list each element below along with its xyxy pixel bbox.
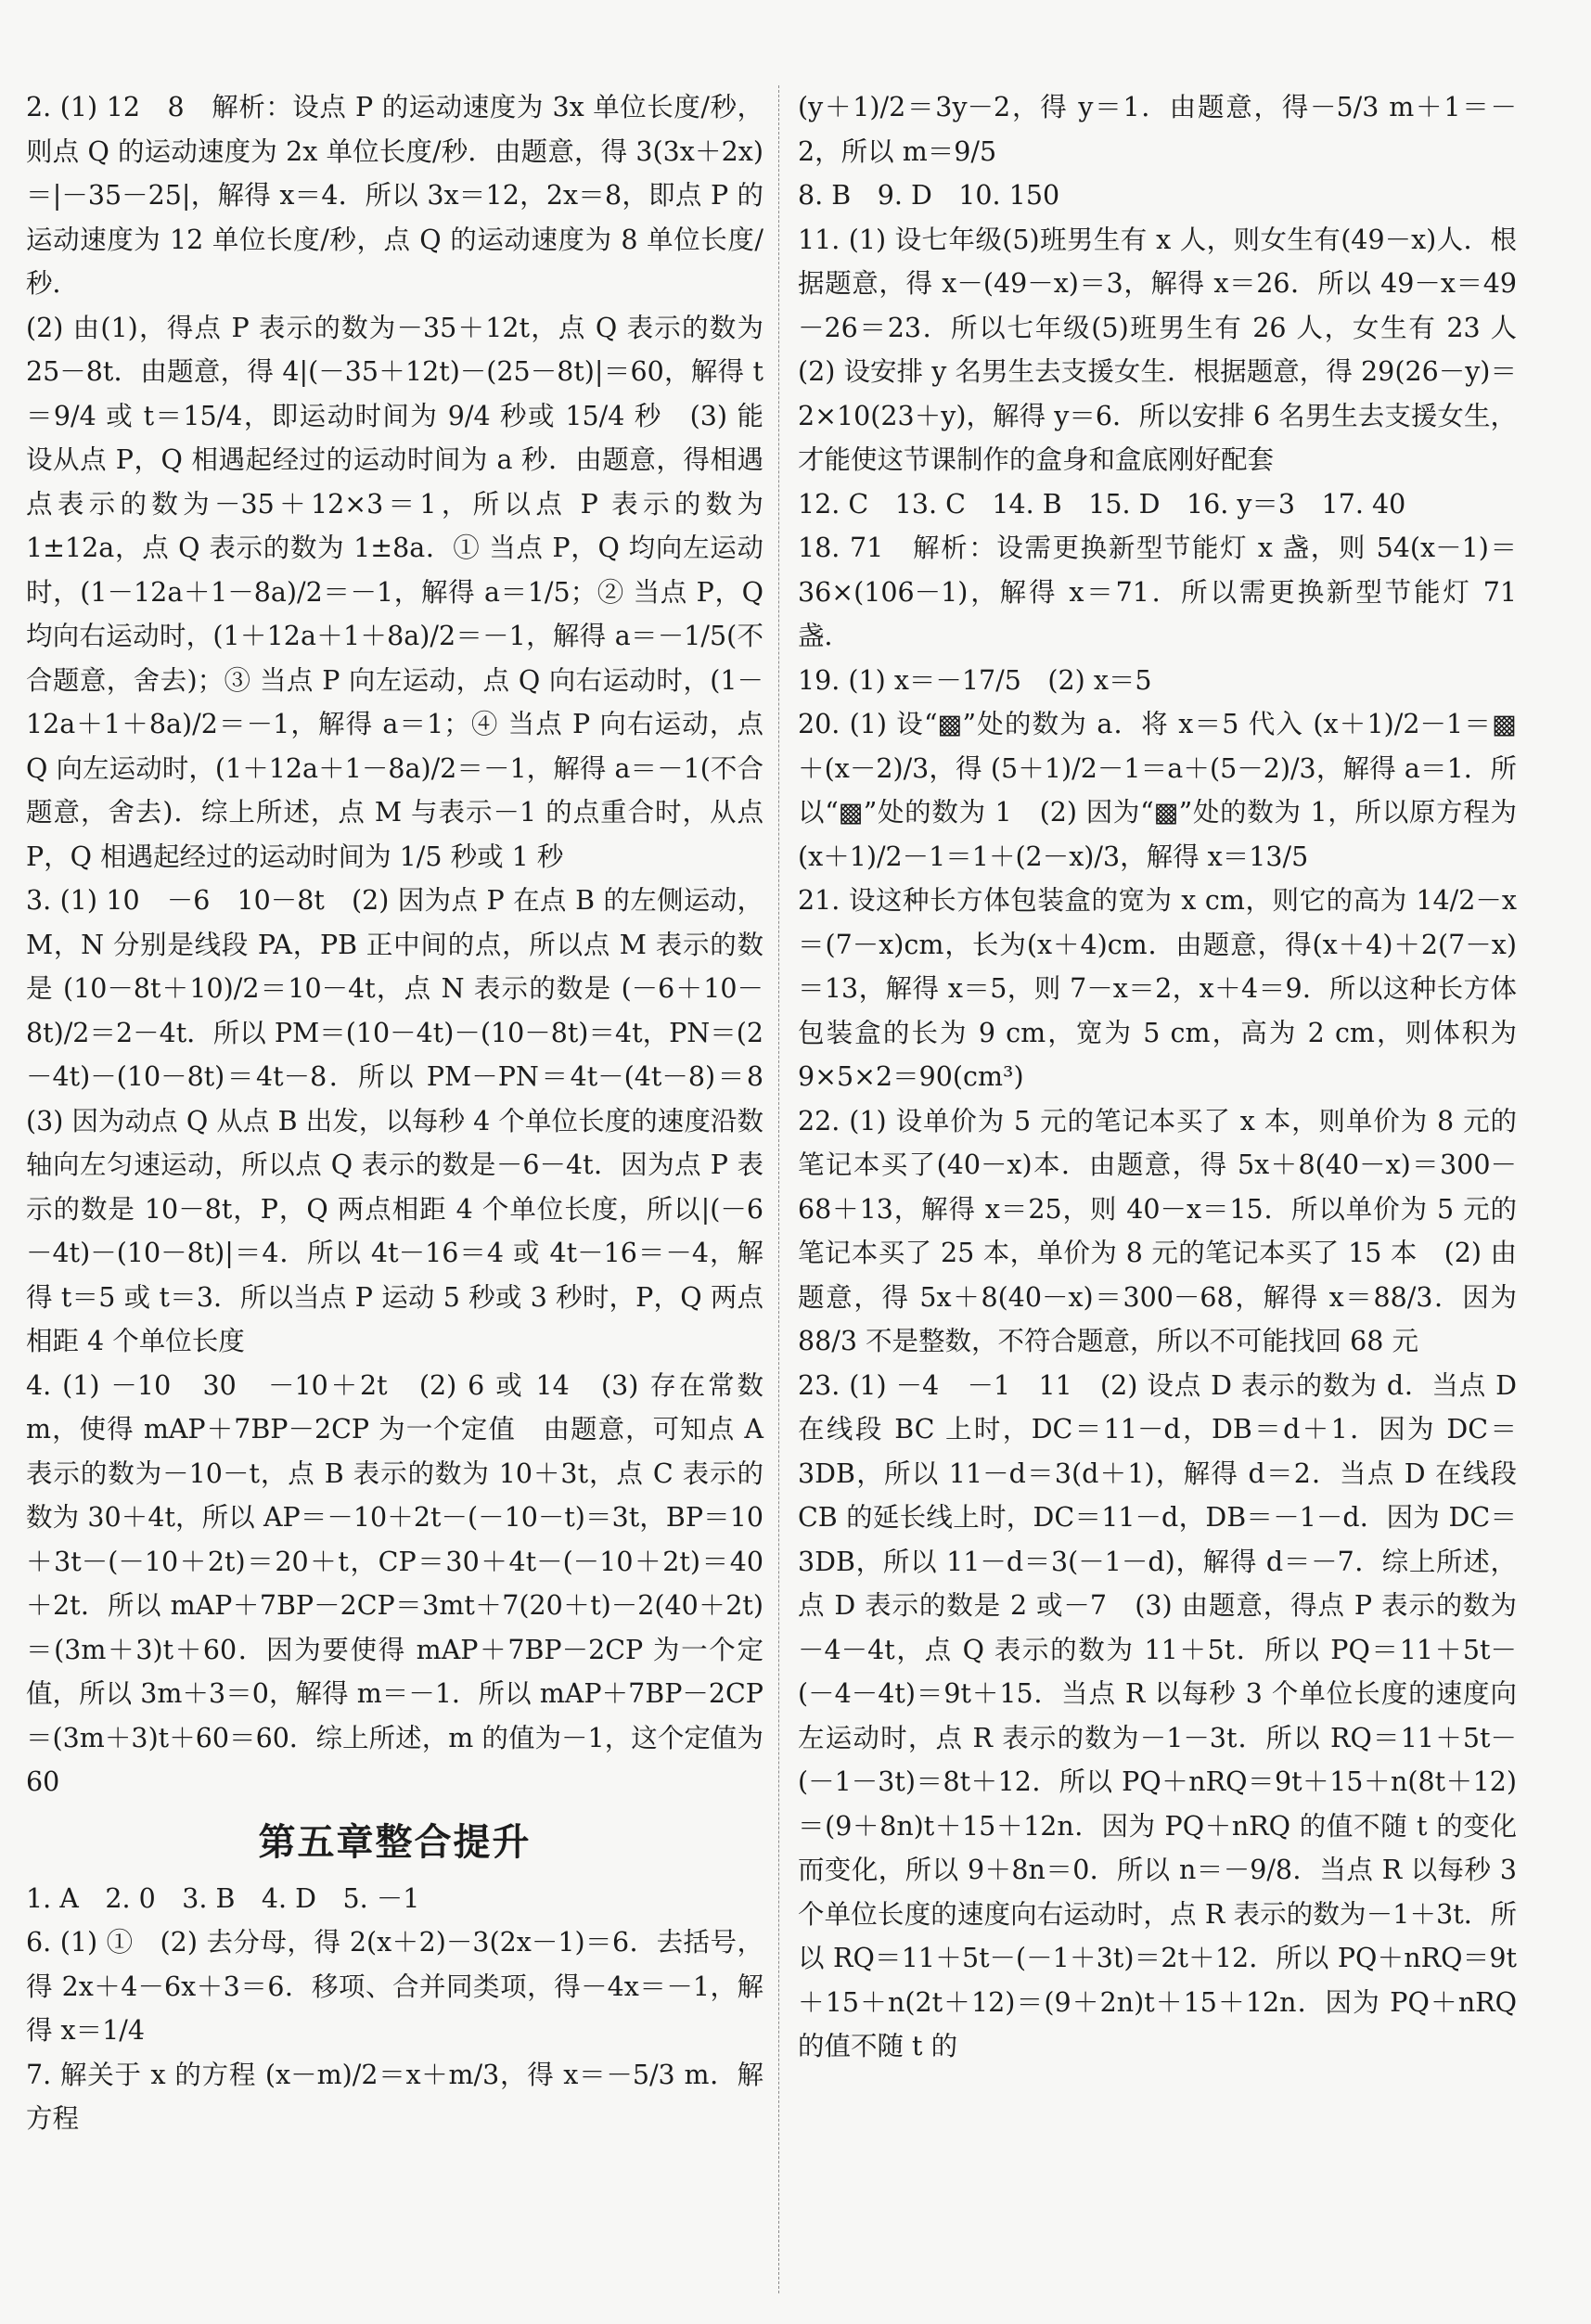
answer-item-4: 4. (1) －10 30 －10＋2t (2) 6 或 14 (3) 存在常数 m，使得 mAP＋7BP－2CP 为一个定值 由题意，可知点 A 表示的数为－10－t，点 B 表示的数为 10＋3t，点 C 表示的数为 30＋4t，所以 AP＝－10＋2t－(－10－t)＝3t，BP＝10＋3t－(－10＋2t)＝20＋t，CP＝30＋4t－(－10＋2t)＝40＋2t．所以 mAP＋7BP－2CP＝3mt＋7(20＋t)－2(40＋2t)＝(3m＋3)t＋60．因为要使得 mAP＋7BP－2CP 为一个定值，所以 3m＋3＝0，解得 m＝－1．所以 mAP＋7BP－2CP＝(3m＋3)t＋60＝60．综上所述，m 的值为－1，这个定值为 60 — [26, 1369, 763, 1797]
column-divider — [778, 85, 779, 2293]
answer-item-2-part2: (2) 由(1)，得点 P 表示的数为－35＋12t，点 Q 表示的数为 25－8t．由题意，得 4|(－35＋12t)－(25－8t)|＝60，解得 t＝9/4 或 t＝15/4，即运动时间为 9/4 秒或 15/4 秒 (3) 能 设从点 P，Q 相遇起经过的运动时间为 a 秒．由题意，得相遇点表示的数为－35＋12×3＝1，所以点 P 表示的数为 1±12a，点 Q 表示的数为 1±8a．① 当点 P，Q 均向左运动时，(1－12a＋1－8a)/2＝－1，解得 a＝1/5；② 当点 P，Q 均向右运动时，(1＋12a＋1＋8a)/2＝－1，解得 a＝－1/5(不合题意，舍去)；③ 当点 P 向左运动，点 Q 向右运动时，(1－12a＋1＋8a)/2＝－1，解得 a＝1；④ 当点 P 向右运动，点 Q 向左运动时，(1＋12a＋1－8a)/2＝－1，解得 a＝－1(不合题意，舍去)．综上所述，点 M 与表示－1 的点重合时，从点 P，Q 相遇起经过的运动时间为 1/5 秒或 1 秒 — [26, 312, 790, 872]
answer-item-2: 2. (1) 12 8 解析：设点 P 的运动速度为 3x 单位长度/秒，则点 Q 的运动速度为 2x 单位长度/秒．由题意，得 3(3x＋2x)＝|－35－25|，解得 x＝4．所以 3x＝12，2x＝8，即点 P 的运动速度为 12 单位长度/秒，点 Q 的运动速度为 8 单位长度/秒． — [26, 92, 763, 299]
answer-item-20: 20. (1) 设“▩”处的数为 a．将 x＝5 代入 (x＋1)/2－1＝▩＋(x－2)/3，得 (5＋1)/2－1＝a＋(5－2)/3，解得 a＝1．所以“▩”处的数为 1 (2) 因为“▩”处的数为 1，所以原方程为 (x＋1)/2－1＝1＋(2－x)/3，解得 x＝13/5 — [798, 709, 1517, 872]
answer-items-1-5: 1. A 2. 0 3. B 4. D 5. －1 — [26, 1882, 420, 1914]
answer-items-12-17: 12. C 13. C 14. B 15. D 16. y＝3 17. 40 — [798, 488, 1406, 520]
answer-item-7: 7. 解关于 x 的方程 (x－m)/2＝x＋m/3，得 x＝－5/3 m．解方程 — [26, 2059, 763, 2134]
answer-item-3: 3. (1) 10 －6 10－8t (2) 因为点 P 在点 B 的左侧运动，M，N 分别是线段 PA，PB 正中间的点，所以点 M 表示的数是 (10－8t＋10)/2＝10－4t，点 N 表示的数是 (－6＋10－8t)/2＝2－4t．所以 PM＝(10－4t)－(10－8t)＝4t，PN＝(2－4t)－(10－8t)＝4t－8．所以 PM－PN＝4t－(4t－8)＝8 (3) 因为动点 Q 从点 B 出发，以每秒 4 个单位长度的速度沿数轴向左匀速运动，所以点 Q 表示的数是－6－4t．因为点 P 表示的数是 10－8t，P，Q 两点相距 4 个单位长度，所以|(－6－4t)－(10－8t)|＝4．所以 4t－16＝4 或 4t－16＝－4，解得 t＝5 或 t＝3．所以当点 P 运动 5 秒或 3 秒时，P，Q 两点相距 4 个单位长度 — [26, 885, 790, 1356]
section-title: 第五章整合提升 — [258, 1820, 532, 1864]
answer-item-18: 18. 71 解析：设需更换新型节能灯 x 盏，则 54(x－1)＝36×(106－1)，解得 x＝71．所以需更换新型节能灯 71 盏． — [798, 533, 1517, 651]
answer-item-22: 22. (1) 设单价为 5 元的笔记本买了 x 本，则单价为 8 元的笔记本买了(40－x)本．由题意，得 5x＋8(40－x)＝300－68＋13，解得 x＝25，则 40－x＝15．所以单价为 5 元的笔记本买了 25 本，单价为 8 元的笔记本买了 15 本 (2) 由题意，得 5x＋8(40－x)＝300－68，解得 x＝88/3．因为 88/3 不是整数，不符合题意，所以不可能找回 68 元 — [798, 1105, 1517, 1356]
answer-item-7-cont: (y＋1)/2＝3y－2，得 y＝1．由题意，得－5/3 m＋1＝－2，所以 m＝9/5 — [798, 92, 1517, 167]
left-column — [26, 85, 790, 2141]
answer-items-8-10: 8. B 9. D 10. 150 — [798, 180, 1060, 211]
answer-item-21: 21. 设这种长方体包装盒的宽为 x cm，则它的高为 14/2－x＝(7－x)cm，长为(x＋4)cm．由题意，得(x＋4)＋2(7－x)＝13，解得 x＝5，则 7－x＝2，x＋4＝9．所以这种长方体包装盒的长为 9 cm，宽为 5 cm，高为 2 cm，则体积为 9×5×2＝90(cm³) — [798, 885, 1517, 1092]
answer-item-19: 19. (1) x＝－17/5 (2) x＝5 — [798, 664, 1152, 696]
answer-item-23: 23. (1) －4 －1 11 (2) 设点 D 表示的数为 d．当点 D 在线段 BC 上时，DC＝11－d，DB＝d＋1．因为 DC＝3DB，所以 11－d＝3(d＋1)，解得 d＝2．当点 D 在线段 CB 的延长线上时，DC＝11－d，DB＝－1－d．因为 DC＝3DB，所以 11－d＝3(－1－d)，解得 d＝－7．综上所述，点 D 表示的数是 2 或－7 (3) 由题意，得点 P 表示的数为－4－4t，点 Q 表示的数为 11＋5t．所以 PQ＝11＋5t－(－4－4t)＝9t＋15．当点 R 以每秒 3 个单位长度的速度向左运动时，点 R 表示的数为－1－3t．所以 RQ＝11＋5t－(－1－3t)＝8t＋12．所以 PQ＋nRQ＝9t＋15＋n(8t＋12)＝(9＋8n)t＋15＋12n．因为 PQ＋nRQ 的值不随 t 的变化而变化，所以 9＋8n＝0．所以 n＝－9/8．当点 R 以每秒 3 个单位长度的速度向右运动时，点 R 表示的数为－1＋3t．所以 RQ＝11＋5t－(－1＋3t)＝2t＋12．所以 PQ＋nRQ＝9t＋15＋n(2t＋12)＝(9＋2n)t＋15＋12n．因为 PQ＋nRQ 的值不随 t 的 — [798, 1369, 1517, 2061]
answer-item-6: 6. (1) ① (2) 去分母，得 2(x＋2)－3(2x－1)＝6．去括号，得 2x＋4－6x＋3＝6．移项、合并同类项，得－4x＝－1，解得 x＝1/4 — [26, 1927, 763, 2046]
right-column — [798, 85, 1544, 2069]
answer-item-11: 11. (1) 设七年级(5)班男生有 x 人，则女生有(49－x)人．根据题意，得 x－(49－x)＝3，解得 x＝26．所以 49－x＝49－26＝23．所以七年级(5)班男生有 26 人，女生有 23 人 (2) 设安排 y 名男生去支援女生．根据题意，得 29(26－y)＝2×10(23＋y)，解得 y＝6．所以安排 6 名男生去支援女生，才能使这节课制作的盒身和盒底刚好配套 — [798, 224, 1544, 475]
